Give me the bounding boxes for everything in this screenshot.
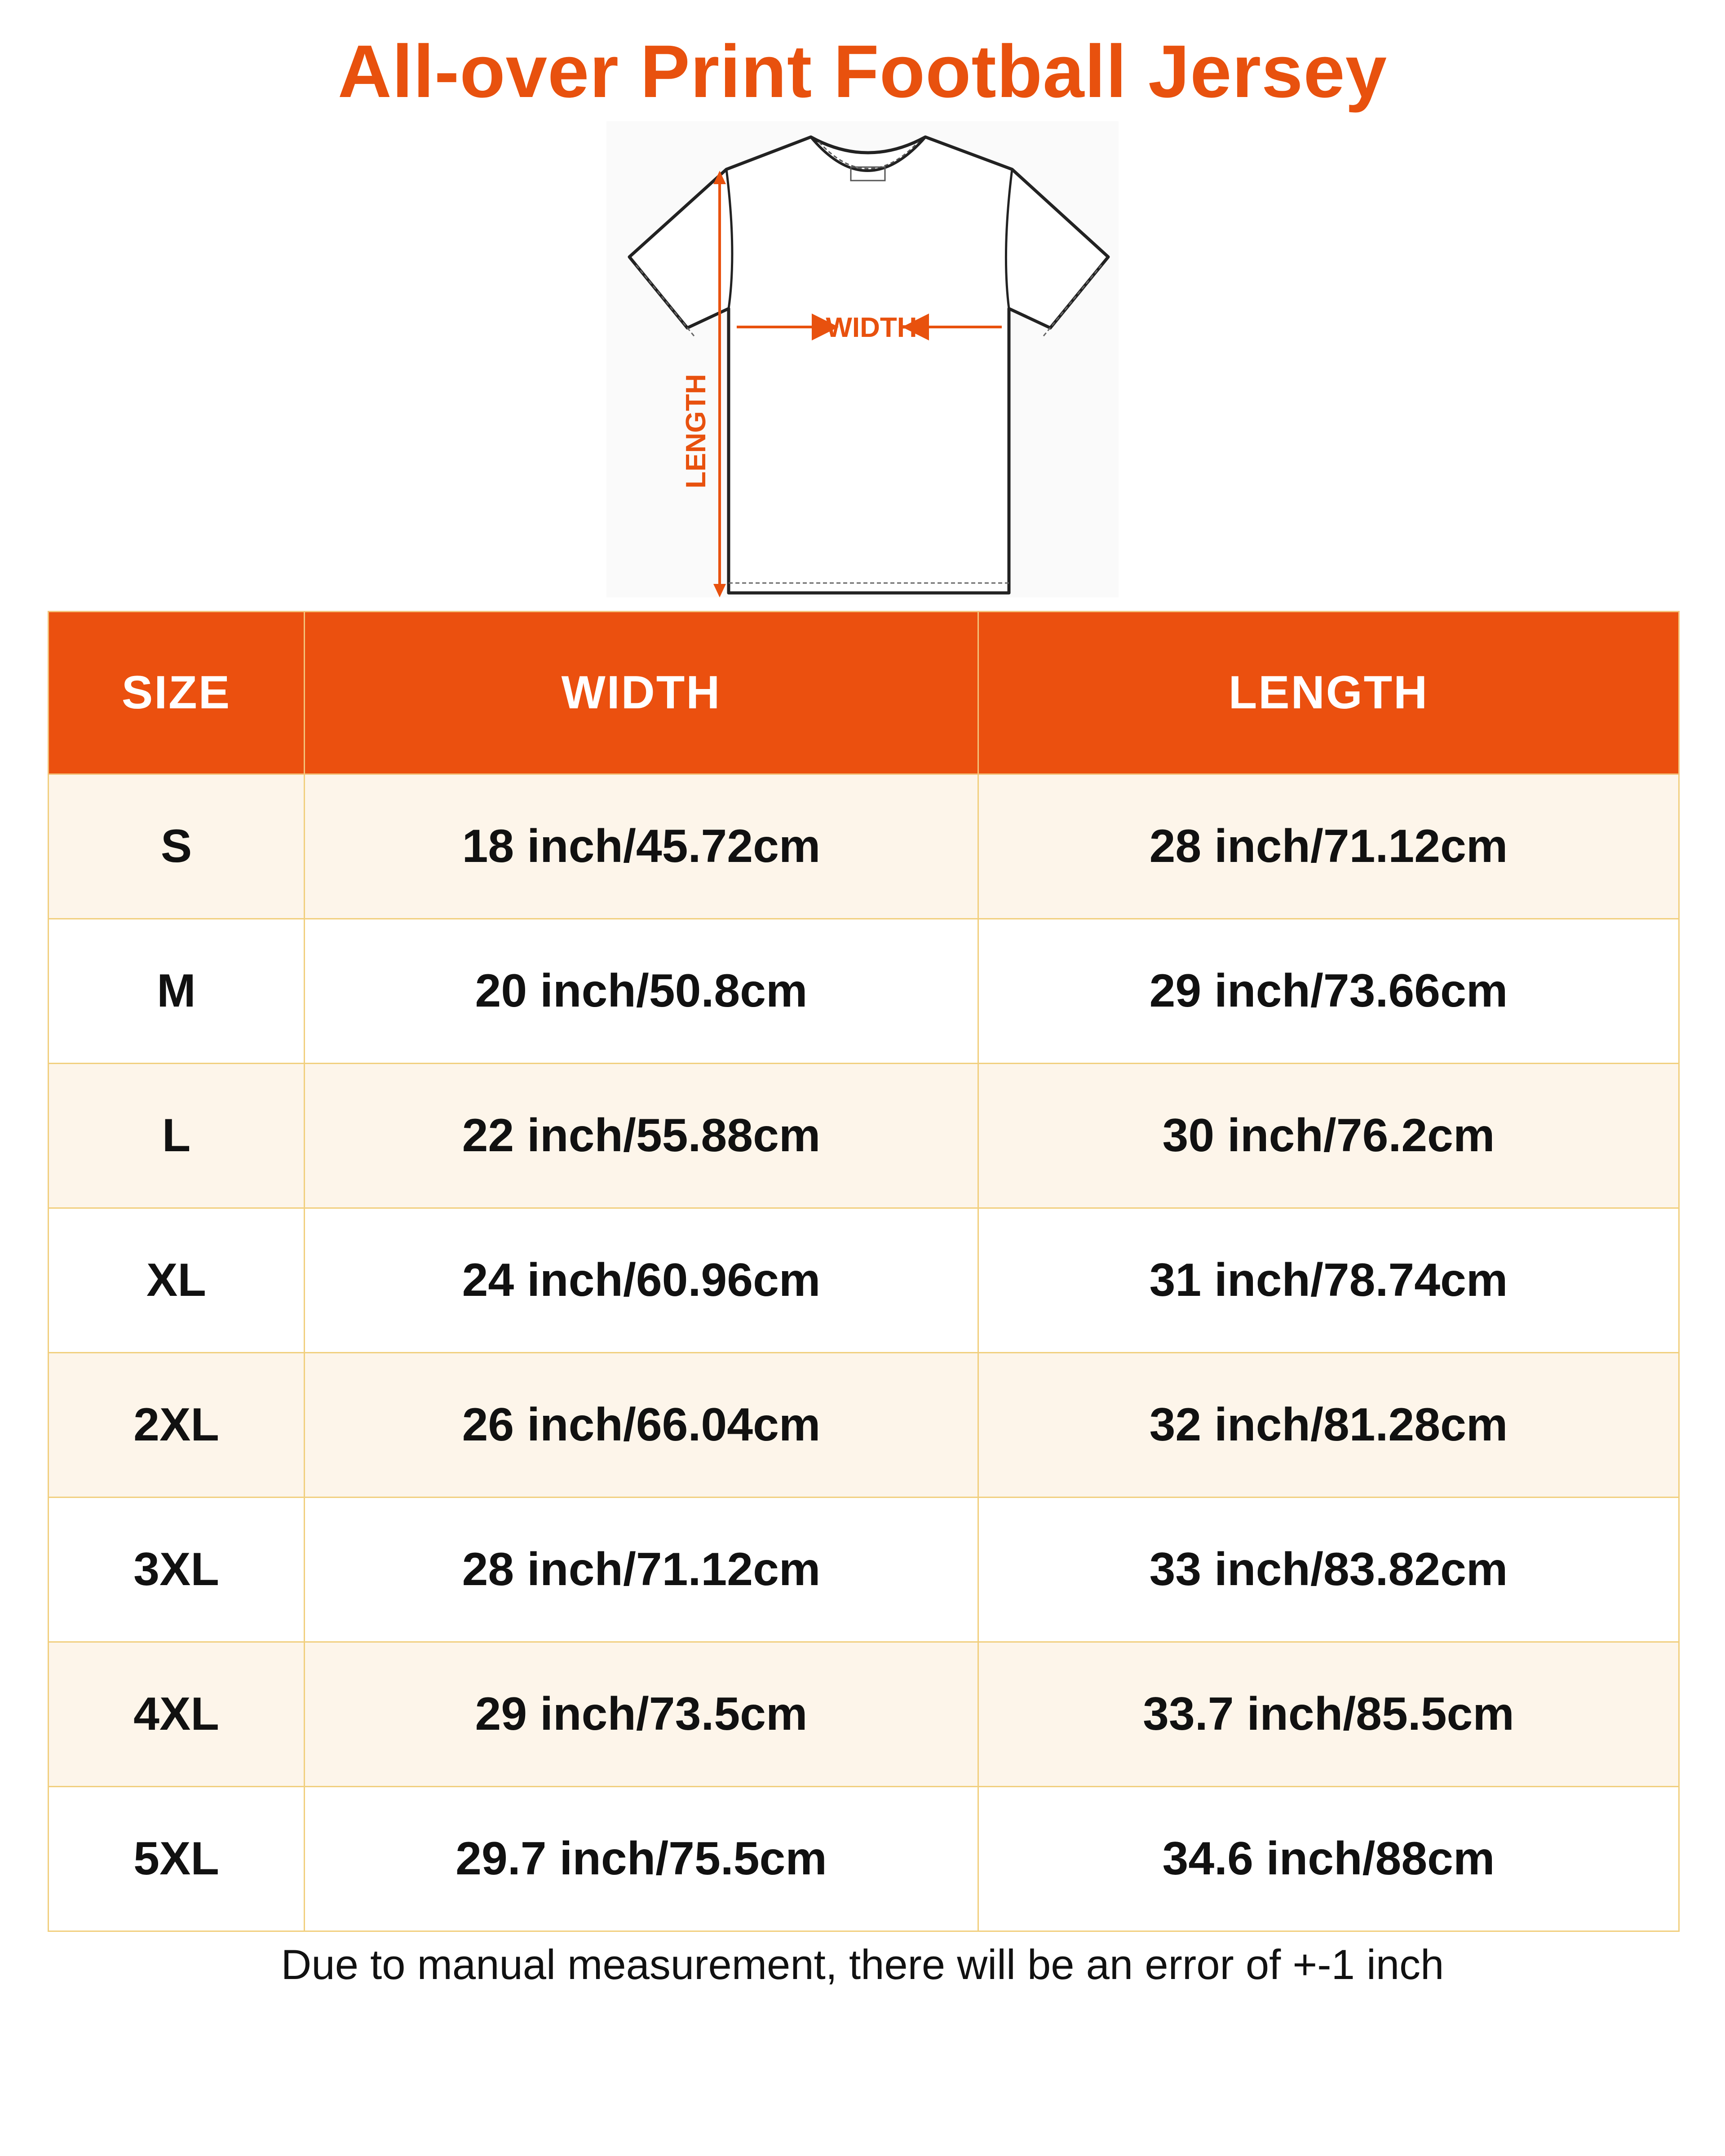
table-row (49, 774, 1679, 919)
width-cell: 24 inch/60.96cm (305, 1208, 978, 1353)
length-cell: 29 inch/73.66cm (978, 919, 1679, 1064)
page-title: All-over Print Football Jersey (337, 30, 1388, 113)
length-cell: 33 inch/83.82cm (978, 1498, 1679, 1642)
width-label: WIDTH (826, 312, 917, 343)
table-row (49, 1787, 1679, 1931)
width-cell: 22 inch/55.88cm (305, 1064, 978, 1208)
length-label: LENGTH (681, 374, 712, 489)
width-cell: 20 inch/50.8cm (305, 919, 978, 1064)
measurement-note: Due to manual measurement, there will be an error of +-1 inch (281, 1941, 1444, 1988)
table-header-row (49, 612, 1679, 774)
table-row (49, 1064, 1679, 1208)
width-cell: 29 inch/73.5cm (305, 1642, 978, 1787)
width-cell: 18 inch/45.72cm (305, 774, 978, 919)
table-row (49, 1208, 1679, 1353)
length-cell: 31 inch/78.74cm (978, 1208, 1679, 1353)
jersey-measurement-diagram (602, 117, 1123, 602)
size-cell: 4XL (49, 1642, 305, 1787)
width-cell: 29.7 inch/75.5cm (305, 1787, 978, 1931)
size-cell: L (49, 1064, 305, 1208)
length-cell: 34.6 inch/88cm (978, 1787, 1679, 1931)
tshirt-outline-icon (602, 117, 1123, 602)
size-cell: XL (49, 1208, 305, 1353)
length-cell: 33.7 inch/85.5cm (978, 1642, 1679, 1787)
table-row (49, 1353, 1679, 1498)
width-cell: 28 inch/71.12cm (305, 1498, 978, 1642)
width-cell: 26 inch/66.04cm (305, 1353, 978, 1498)
size-cell: M (49, 919, 305, 1064)
size-cell: S (49, 774, 305, 919)
size-cell: 3XL (49, 1498, 305, 1642)
size-cell: 5XL (49, 1787, 305, 1931)
column-header-length: LENGTH (978, 612, 1679, 774)
length-cell: 30 inch/76.2cm (978, 1064, 1679, 1208)
column-header-size: SIZE (49, 612, 305, 774)
size-chart-table (48, 611, 1680, 1932)
table-row (49, 1498, 1679, 1642)
size-cell: 2XL (49, 1353, 305, 1498)
length-cell: 28 inch/71.12cm (978, 774, 1679, 919)
column-header-width: WIDTH (305, 612, 978, 774)
length-cell: 32 inch/81.28cm (978, 1353, 1679, 1498)
table-row (49, 1642, 1679, 1787)
table-row (49, 919, 1679, 1064)
